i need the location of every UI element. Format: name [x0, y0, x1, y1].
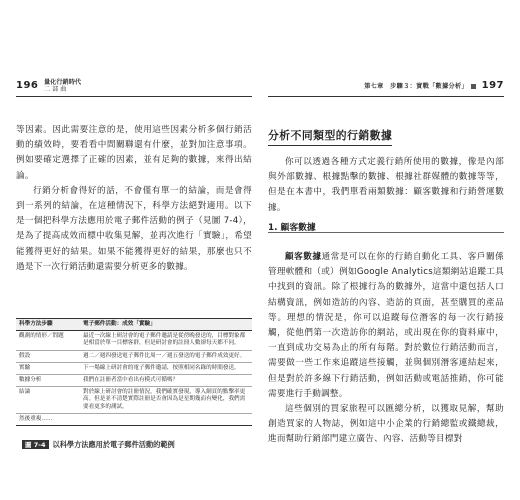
book-title: 量化行銷時代 [44, 79, 82, 86]
table-cell: 結論 [16, 387, 80, 414]
table-header-row [16, 319, 252, 331]
column-header: 科學方法步驟 [16, 319, 80, 331]
square-marker-icon [471, 84, 476, 89]
page-number: 196 [16, 80, 39, 91]
table-row [16, 375, 252, 387]
table-cell: 對於線上研討會的註冊情況，我們確實發現，導入網頁的點擊率更高。但是並不清楚實際註冊是否會因為是星期幾而有變化，我們需要看更多的測試。 [80, 387, 252, 414]
paragraph [268, 250, 504, 402]
table-cell: 我們在註冊者當中看出有模式可循嗎？ [80, 375, 252, 387]
right-intro [268, 155, 504, 216]
paragraph: 行銷分析會得好的話，不會僅有單一的結論，而是會得到一系列的結論，在這種情況下，科學方法絕對適用。以下是一個把科學方法應用於電子郵件活動的例子（見圖 7-4），是為了提高成效而標中收集見解，並再次進行「實驗」，希望能獲得更好的結果。如果不能獲得更好的結果，那麼也只不過是下一次行銷活動還需要分析更多的數據。 [16, 185, 252, 272]
table-row [16, 387, 252, 414]
column-header: 電子郵件活動：成效「實驗」 [80, 319, 252, 331]
page-number: 197 [481, 80, 504, 91]
table-cell: 下一場線上研討會的電子郵件邀請，按照相同名錄的時間發送。 [80, 362, 252, 374]
table-row [16, 413, 252, 425]
table-cell [80, 413, 252, 425]
paragraph: 這些個別的買家旅程可以匯總分析，以獲取見解，幫助創造買家的人物誌，例如這中小企業的行銷總監或鐵總裁，進而幫助行銷部門建立廣告、內容、活動等目標對 [268, 404, 504, 445]
divider [268, 232, 504, 233]
paragraph: 你可以透過各種方式定義行銷所使用的數據，像是內部與外部數據、根據點擊的數據、根據社群媒體的數據等等，但是在本書中，我們單看兩類數據：顧客數據和行銷營運數據。 [268, 157, 504, 213]
figure-caption-text: 以科學方法應用於電子郵件活動的範例 [52, 440, 175, 449]
paragraph: 等因素。因此需要注意的是，使用這些因素分析多個行銷活動的績效時，要看看中間關聯還有什麼，並對加注意事項。例如要確定選擇了正確的因素，並有足夠的數據，來得出結論。 [16, 125, 252, 181]
book-subtitle: 二 部 曲 [44, 86, 67, 93]
table-cell: 數據分析 [16, 375, 80, 387]
table-cell: 最近一次線上研討會的電子郵件邀請是從傍晚發送的，目標對象都是相當於單一目標客群，但是研討會的註冊人數卻每天都不同。 [80, 331, 252, 350]
table-cell: 觀測的情形／問題 [16, 331, 80, 350]
left-body [16, 123, 252, 275]
running-head [364, 83, 476, 90]
table-cell: 週二／週四發送電子郵件比周一／週五發送的電子郵件成效更好。 [80, 350, 252, 362]
table-cell: 然後重複…… [16, 413, 80, 425]
table-row [16, 331, 252, 350]
subsection-title: 1. 顧客數據 [268, 223, 316, 233]
right-page-header [268, 78, 504, 97]
table-row [16, 362, 252, 374]
right-body [268, 250, 504, 448]
running-head [44, 79, 81, 93]
chapter-title: 第七章 步驟３：實戰「數據分析」 [364, 83, 468, 90]
table-row [16, 350, 252, 362]
section-title: 分析不同類型的行銷數據 [268, 128, 392, 146]
table-cell: 實驗 [16, 362, 80, 374]
left-page [16, 78, 252, 449]
figure-table [16, 318, 252, 426]
paragraph-text: 通常是可以在你的行銷自動化工具、客戶關係管理軟體和（或）例如Google Analytics這類網站追蹤工具中找到的資訊。除了根據行為的數據外，這當中還包括人口結構資訊，例如造訪的內容、造訪的頁面，甚至購買的產品等。理想的情況是，你可以追蹤每位潛客的每一次行銷接觸，從他們第一次造訪你的網站，或出現在你的資料庫中，一直到成功交易為止的所有每階。對於數位行銷活動而言，需要做一些工作來追蹤這些接觸，並與個別潛客連結起來，但是對於許多線下行銷活動，例如活動或電話推銷，你可能需要進行手動調整。 [268, 252, 504, 399]
bold-term: 顧客數據 [285, 252, 322, 262]
table-cell: 假設 [16, 350, 80, 362]
right-page [268, 78, 504, 445]
left-page-header [16, 78, 252, 97]
figure-caption [22, 440, 175, 450]
figure-label: 圖 7-4 [22, 440, 49, 449]
